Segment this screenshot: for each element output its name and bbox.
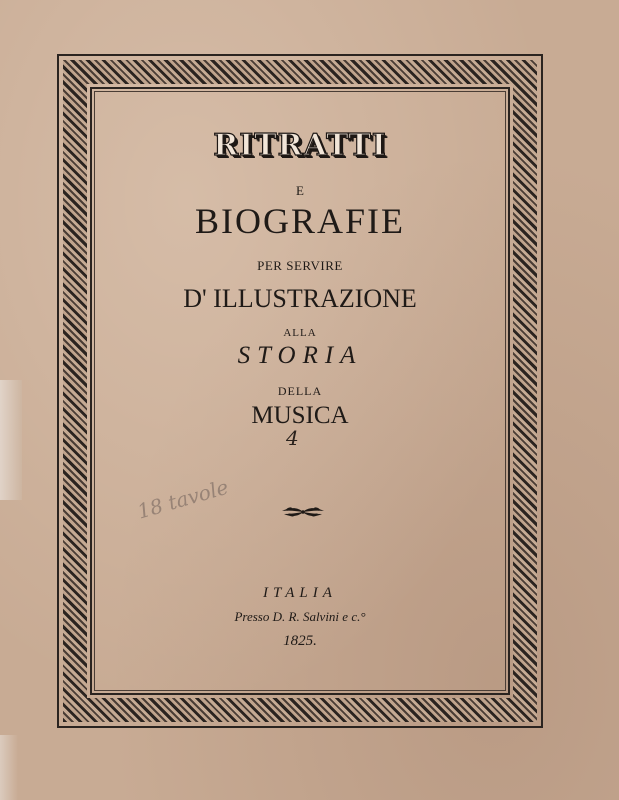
- text-storia: STORIA: [237, 342, 363, 369]
- title-biografie: BIOGRAFIE: [194, 201, 405, 241]
- text-illustrazione: D' ILLUSTRAZIONE: [183, 284, 417, 313]
- page-edge-tear-bottom: [0, 735, 18, 800]
- text-alla: ALLA: [283, 327, 317, 339]
- imprint-year: 1825.: [283, 633, 317, 649]
- text-per-servire: PER SERVIRE: [257, 258, 343, 273]
- page-edge-tear: [0, 380, 22, 500]
- imprint-publisher: Presso D. R. Salvini e c.°: [234, 609, 366, 624]
- imprint-place: ITALIA: [263, 585, 337, 601]
- text-della: DELLA: [277, 384, 323, 398]
- title-ritratti: RITRATTI: [213, 128, 387, 163]
- pencil-annotation: 18 tavole: [134, 474, 232, 524]
- handwritten-volume-number: 4: [286, 426, 299, 450]
- text-musica: MUSICA: [251, 402, 349, 429]
- conjunction-e: E: [296, 183, 304, 198]
- laurel-ornament-icon: [280, 503, 326, 521]
